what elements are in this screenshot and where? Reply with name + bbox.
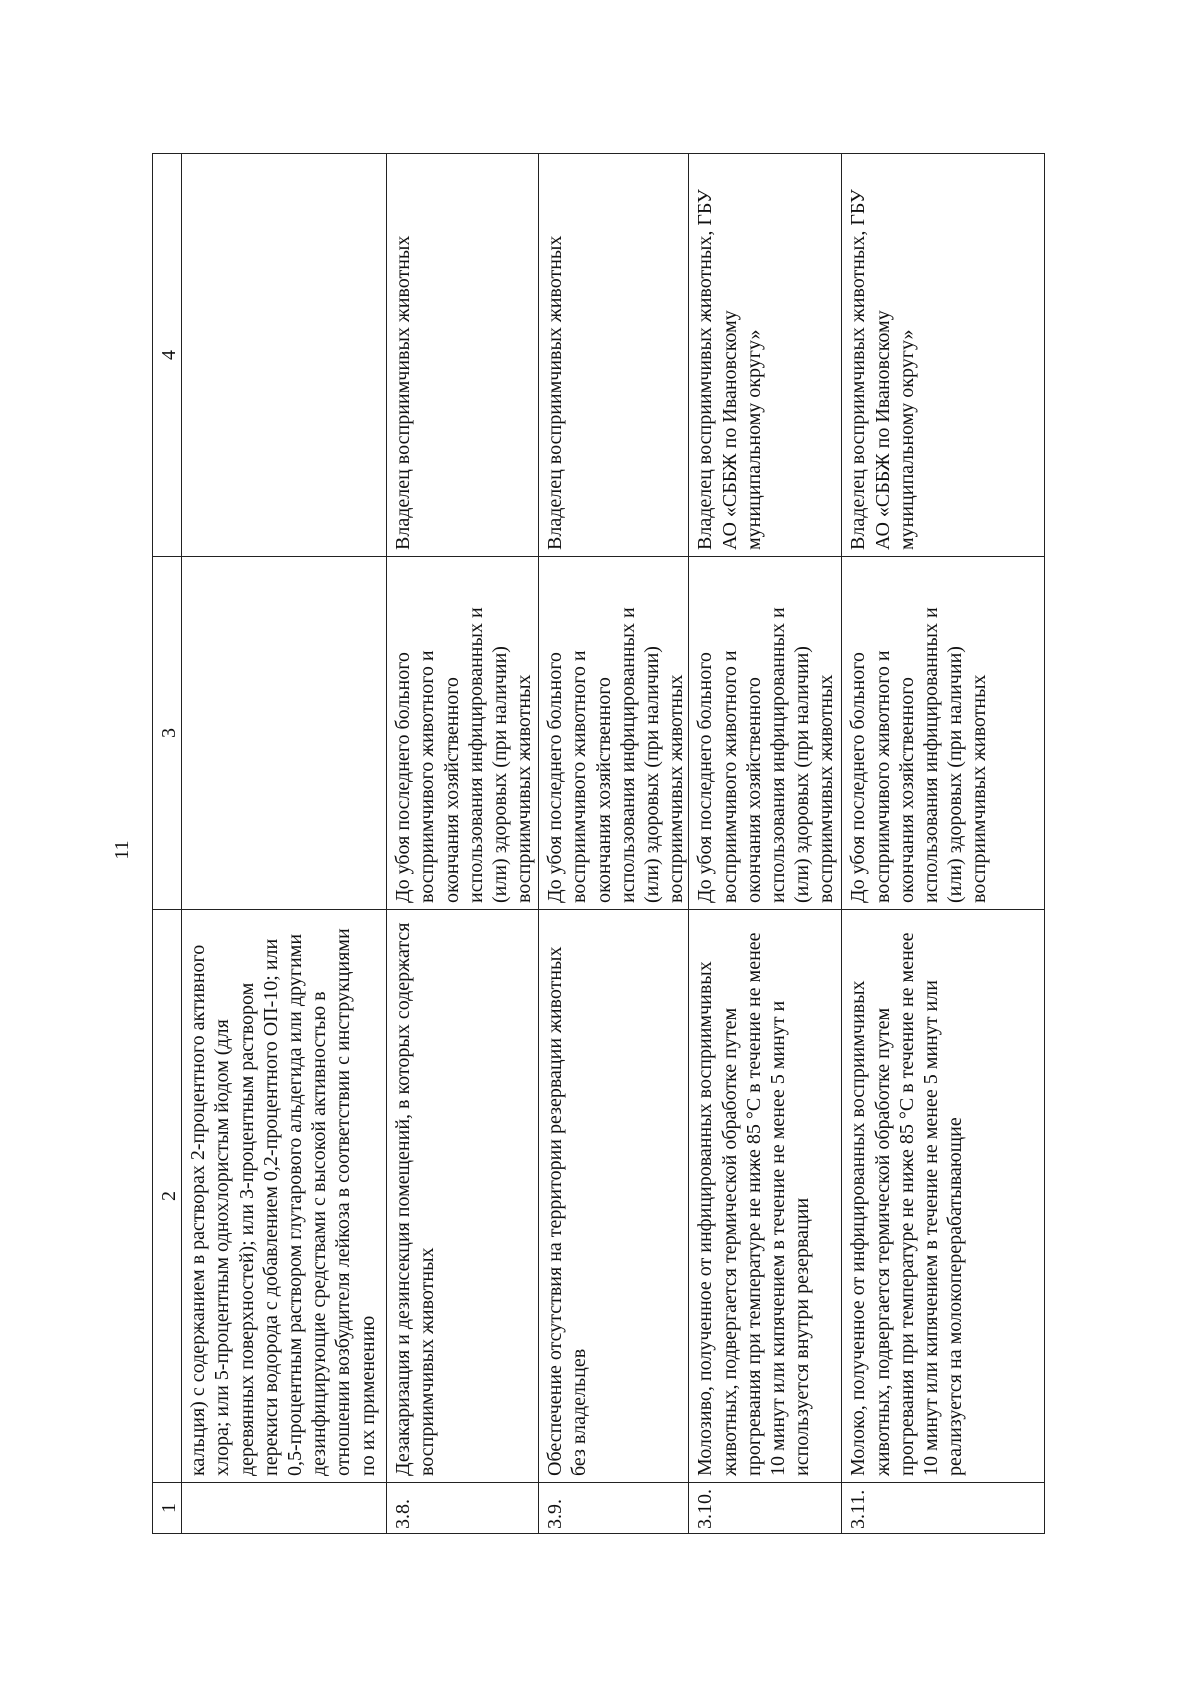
responsible-cell bbox=[182, 154, 387, 557]
rotated-table-container bbox=[152, 154, 1045, 1534]
term-cell: До убоя последнего больного восприимчивого животного и окончания хозяйственного использования инфицированных и (или) здоровых (при наличии) восприимчивых животных bbox=[842, 557, 1045, 910]
measure-cell: Дезакаризация и дезинсекция помещений, в которых содержатся восприимчивых животных bbox=[387, 910, 539, 1483]
table-row bbox=[182, 154, 387, 1534]
column-number-row bbox=[153, 154, 182, 1534]
column-number: 4 bbox=[153, 154, 182, 557]
measure-cell: кальция) с содержанием в растворах 2-процентного активного хлора; или 5-процентным однохлористым йодом (для деревянных поверхностей); или 3-процентным раствором перекиси водорода с добавлением 0,2-процентного ОП-10; или 0,5-процентным раствором глутарового альдегида или другими дезинфицирующие средствами с высокой активностью в отношении возбудителя лейкоза в соответствии с инструкциями по их применению bbox=[182, 910, 387, 1483]
responsible-cell: Владелец восприимчивых животных, ГБУ АО «СББЖ по Ивановскому муниципальному округу» bbox=[842, 154, 1045, 557]
term-cell: До убоя последнего больного восприимчивого животного и окончания хозяйственного использования инфицированных и (или) здоровых (при наличии) восприимчивых животных bbox=[387, 557, 539, 910]
table-row bbox=[387, 154, 539, 1534]
page-number: 11 bbox=[111, 840, 133, 860]
term-cell: До убоя последнего больного восприимчивого животного и окончания хозяйственного использования инфицированных и (или) здоровых (при наличии) восприимчивых животных bbox=[539, 557, 689, 910]
measure-cell: Молоко, полученное от инфицированных восприимчивых животных, подвергается термической обработке путем прогревания при температуре не ниже 85 °С в течение не менее 10 минут или кипячением в течение не менее 5 минут или реализуется на молокоперерабатывающие bbox=[842, 910, 1045, 1483]
term-cell bbox=[182, 557, 387, 910]
column-number: 1 bbox=[153, 1483, 182, 1534]
measure-cell: Обеспечение отсутствия на территории резервации животных без владельцев bbox=[539, 910, 689, 1483]
column-number: 3 bbox=[153, 557, 182, 910]
row-number bbox=[182, 1483, 387, 1534]
row-number: 3.8. bbox=[387, 1483, 539, 1534]
row-number: 3.9. bbox=[539, 1483, 689, 1534]
table-row bbox=[539, 154, 689, 1534]
responsible-cell: Владелец восприимчивых животных bbox=[387, 154, 539, 557]
table-row bbox=[842, 154, 1045, 1534]
term-cell: До убоя последнего больного восприимчивого животного и окончания хозяйственного использования инфицированных и (или) здоровых (при наличии) восприимчивых животных bbox=[689, 557, 842, 910]
responsible-cell: Владелец восприимчивых животных bbox=[539, 154, 689, 557]
column-number: 2 bbox=[153, 910, 182, 1483]
row-number: 3.10. bbox=[689, 1483, 842, 1534]
row-number: 3.11. bbox=[842, 1483, 1045, 1534]
measures-table bbox=[152, 153, 1045, 1534]
responsible-cell: Владелец восприимчивых животных, ГБУ АО «СББЖ по Ивановскому муниципальному округу» bbox=[689, 154, 842, 557]
table-row bbox=[689, 154, 842, 1534]
measure-cell: Молозиво, полученное от инфицированных восприимчивых животных, подвергается термической обработке путем прогревания при температуре не ниже 85 °С в течение не менее 10 минут или кипячением в течение не менее 5 минут и используется внутри резервации bbox=[689, 910, 842, 1483]
